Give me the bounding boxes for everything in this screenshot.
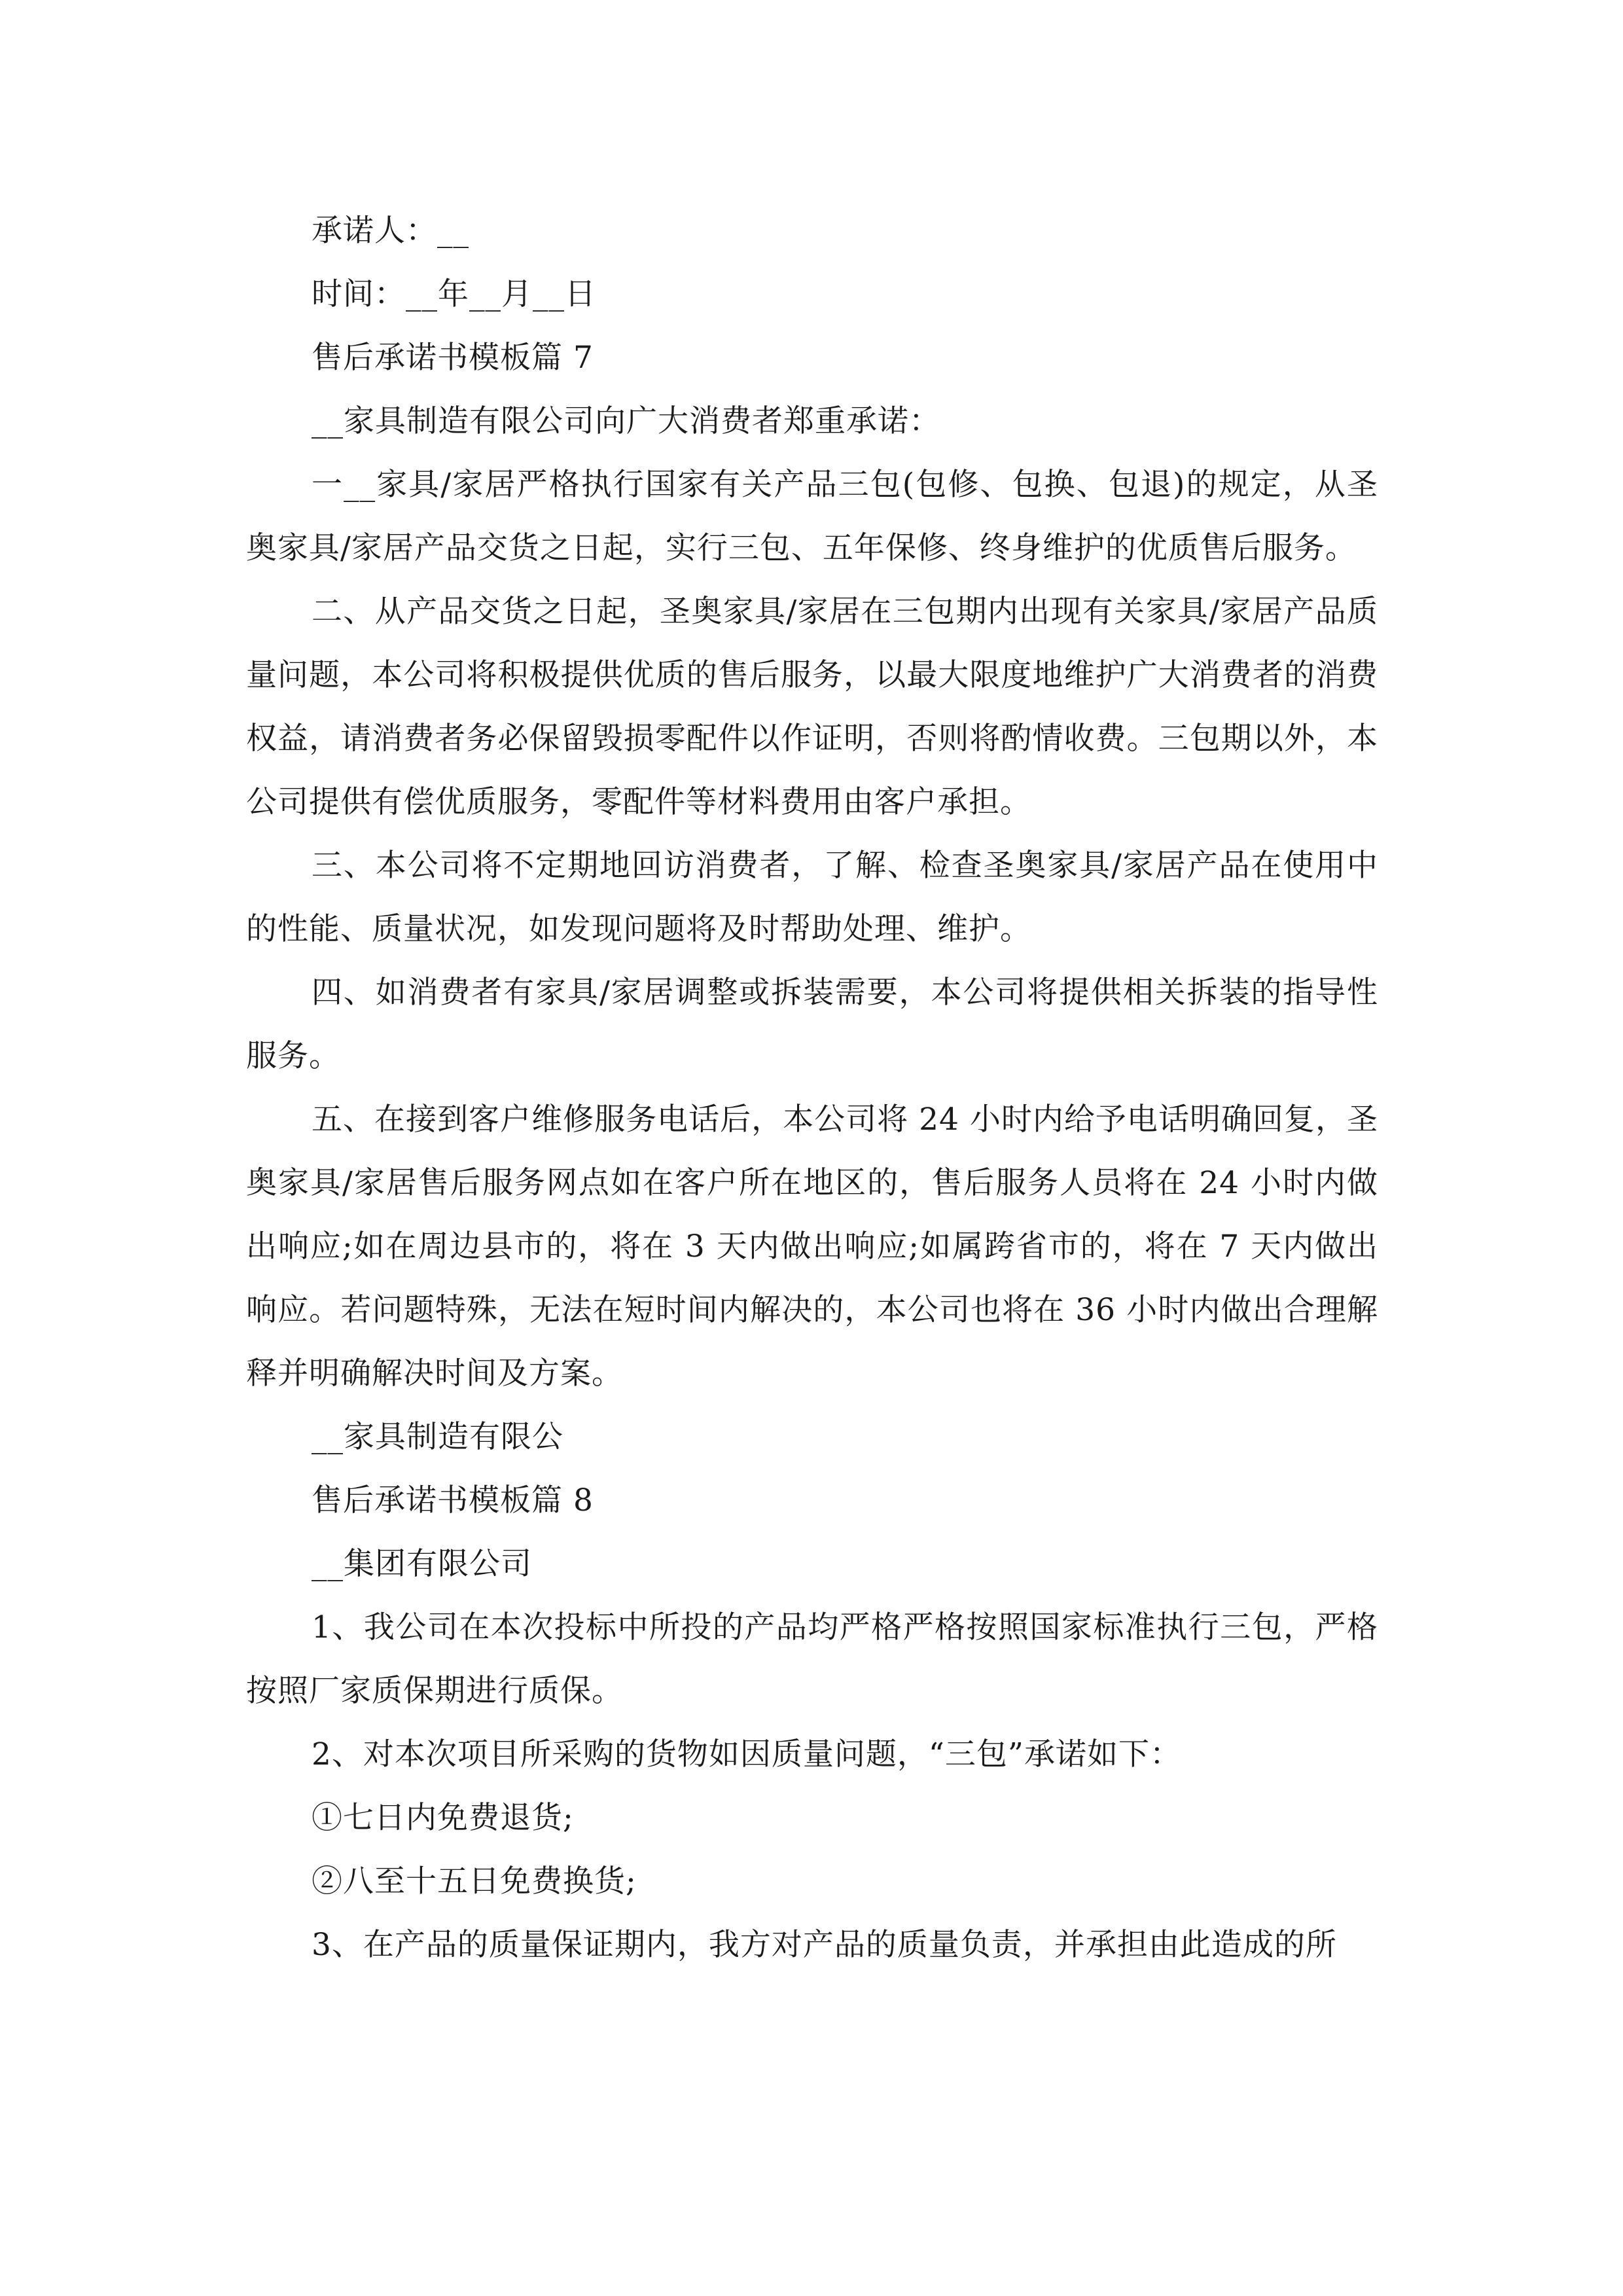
paragraph-item-2: 二、从产品交货之日起，圣奥家具/家居在三包期内出现有关家具/家居产品质量问题，本公司将积极提供优质的售后服务，以最大限度地维护广大消费者的消费权益，请消费者务必保留毁损零配件以作证明，否则将酌情收费。三包期以外，本公司提供有偿优质服务，零配件等材料费用由客户承担。 [246,594,1378,820]
company-signature: __家具制造有限公 [312,1419,563,1455]
clause-2-sub-1: ①七日内免费退货; [312,1800,574,1836]
date-line: 时间：__年__月__日 [312,276,596,312]
paragraph-item-4: 四、如消费者有家具/家居调整或拆装需要，本公司将提供相关拆装的指导性服务。 [246,975,1378,1074]
paragraph-item-1: 一__家具/家居严格执行国家有关产品三包(包修、包换、包退)的规定，从圣奥家具/家居产品交货之日起，实行三包、五年保修、终身维护的优质售后服务。 [246,467,1378,566]
clause-2: 2、对本次项目所采购的货物如因质量问题，“三包”承诺如下： [312,1736,1181,1772]
section-title-7: 售后承诺书模板篇 7 [312,340,594,376]
paragraph-item-3: 三、本公司将不定期地回访消费者，了解、检查圣奥家具/家居产品在使用中的性能、质量状况，如发现问题将及时帮助处理、维护。 [246,848,1378,947]
clause-1: 1、我公司在本次投标中所投的产品均严格严格按照国家标准执行三包，严格按照厂家质保期进行质保。 [246,1609,1378,1709]
paragraph-intro: __家具制造有限公司向广大消费者郑重承诺： [312,403,940,439]
clause-3: 3、在产品的质量保证期内，我方对产品的质量负责，并承担由此造成的所 [312,1927,1337,1963]
document-body [246,199,1378,1977]
recipient-line: __集团有限公司 [312,1546,532,1582]
signer-line: 承诺人：__ [312,213,469,249]
section-title-8: 售后承诺书模板篇 8 [312,1482,594,1518]
paragraph-item-5: 五、在接到客户维修服务电话后，本公司将 24 小时内给予电话明确回复，圣奥家具/家居售后服务网点如在客户所在地区的，售后服务人员将在 24 小时内做出响应;如在周边县市的，将在 3 天内做出响应;如属跨省市的，将在 7 天内做出响应。若问题特殊，无法在短时间内解决的，本公司也将在 36 小时内做出合理解释并明确解决时间及方案。 [246,1102,1378,1391]
clause-2-sub-2: ②八至十五日免费换货; [312,1863,637,1899]
